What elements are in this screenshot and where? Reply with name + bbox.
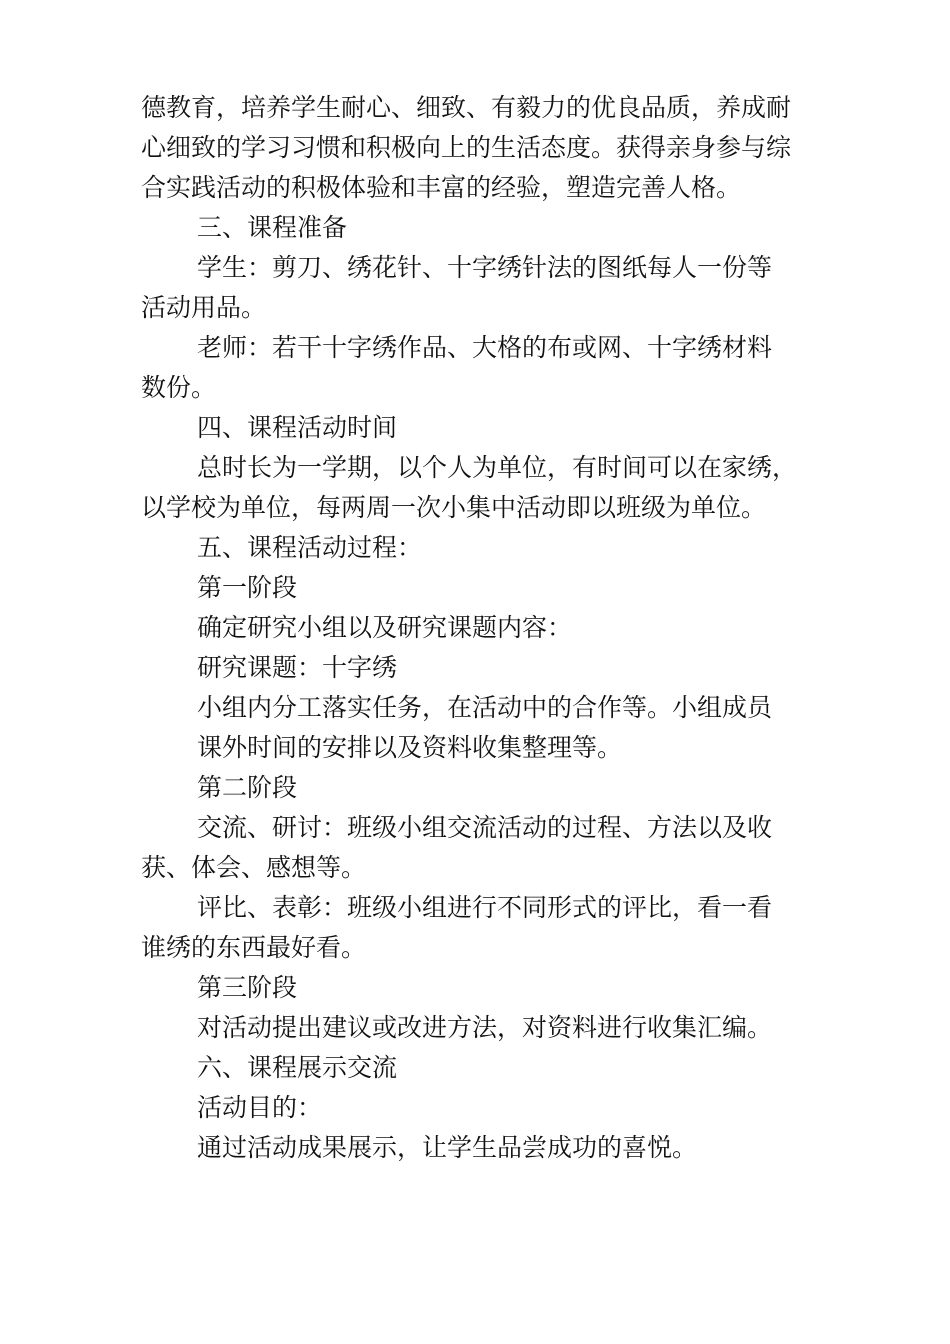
text-line: 以学校为单位，每两周一次小集中活动即以班级为单位。 bbox=[141, 493, 767, 522]
text-line: 学生：剪刀、绣花针、十字绣针法的图纸每人一份等 bbox=[197, 253, 773, 282]
text-line: 数份。 bbox=[141, 373, 217, 402]
stage-heading-one: 第一阶段 bbox=[197, 573, 298, 602]
stage-heading-three: 第三阶段 bbox=[197, 973, 298, 1002]
text-line: 活动目的： bbox=[197, 1093, 323, 1122]
text-line: 谁绣的东西最好看。 bbox=[141, 933, 367, 962]
text-line: 总时长为一学期，以个人为单位，有时间可以在家绣， bbox=[197, 453, 798, 482]
text-line: 交流、研讨：班级小组交流活动的过程、方法以及收 bbox=[197, 813, 773, 842]
text-line: 通过活动成果展示，让学生品尝成功的喜悦。 bbox=[197, 1133, 698, 1162]
text-line: 研究课题：十字绣 bbox=[197, 653, 398, 682]
text-line: 评比、表彰：班级小组进行不同形式的评比，看一看 bbox=[197, 893, 773, 922]
text-line: 小组内分工落实任务，在活动中的合作等。小组成员 bbox=[197, 693, 773, 722]
text-line: 课外时间的安排以及资料收集整理等。 bbox=[197, 733, 623, 762]
section-heading-activity-time: 四、课程活动时间 bbox=[197, 413, 398, 442]
text-line: 活动用品。 bbox=[141, 293, 267, 322]
section-heading-course-preparation: 三、课程准备 bbox=[197, 213, 348, 242]
section-heading-course-showcase: 六、课程展示交流 bbox=[197, 1053, 398, 1082]
text-line: 德教育，培养学生耐心、细致、有毅力的优良品质，养成耐 bbox=[141, 93, 792, 122]
text-line: 心细致的学习习惯和积极向上的生活态度。获得亲身参与综 bbox=[141, 133, 792, 162]
text-line: 对活动提出建议或改进方法，对资料进行收集汇编。 bbox=[197, 1013, 773, 1042]
text-line: 确定研究小组以及研究课题内容： bbox=[197, 613, 573, 642]
text-line: 老师：若干十字绣作品、大格的布或网、十字绣材料 bbox=[197, 333, 773, 362]
stage-heading-two: 第二阶段 bbox=[197, 773, 298, 802]
text-line: 合实践活动的积极体验和丰富的经验，塑造完善人格。 bbox=[141, 173, 742, 202]
text-line: 获、体会、感想等。 bbox=[141, 853, 367, 882]
document-body bbox=[141, 88, 811, 1168]
section-heading-activity-process: 五、课程活动过程： bbox=[197, 533, 423, 562]
